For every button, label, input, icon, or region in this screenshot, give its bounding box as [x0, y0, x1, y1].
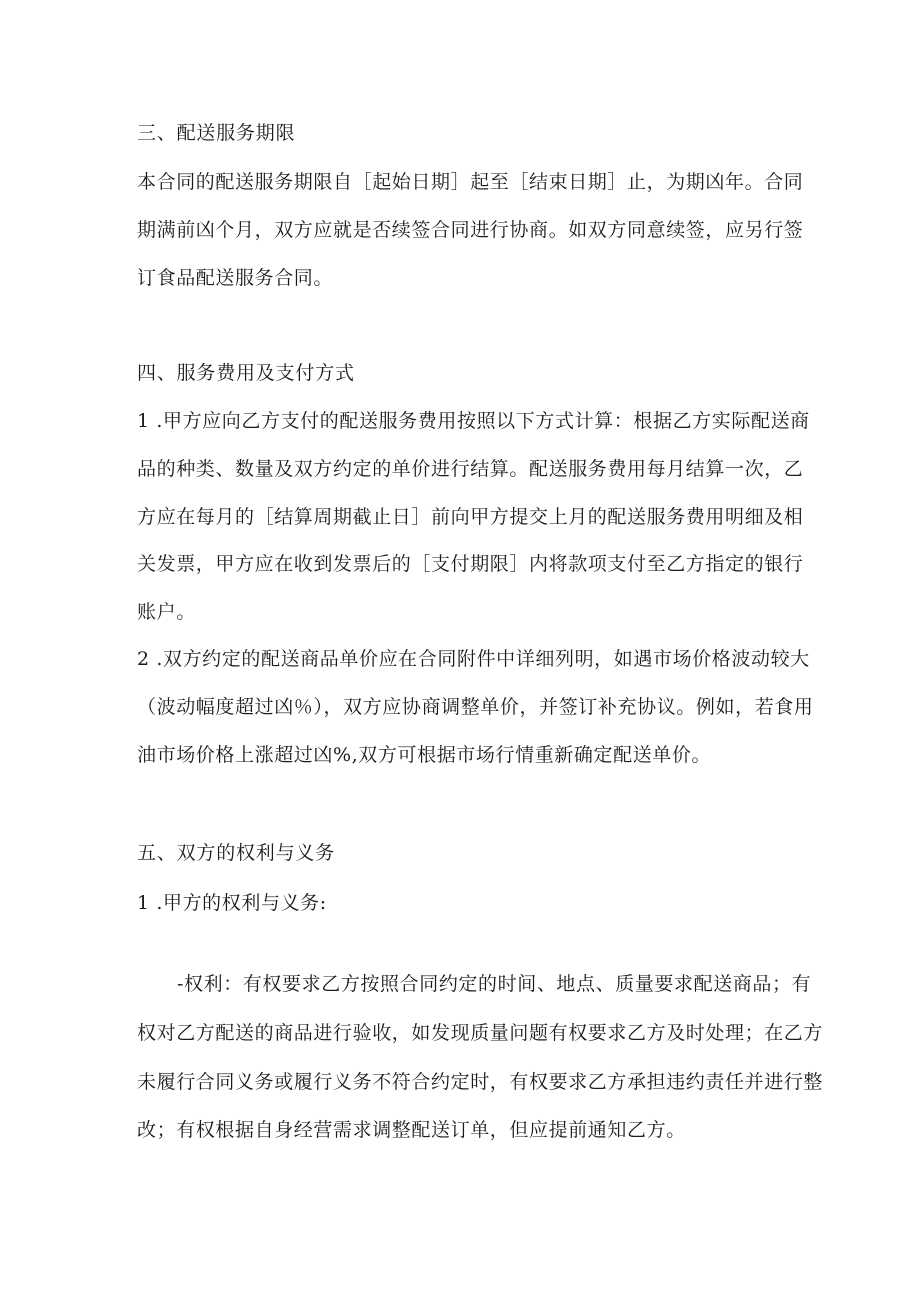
paragraph-line: （波动幅度超过凶％），双方应协商调整单价，并签订补充协议。例如，若食用 [137, 696, 814, 718]
paragraph-line: 油市场价格上涨超过凶%,双方可根据市场行情重新确定配送单价。 [137, 744, 712, 766]
paragraph-line: 品的种类、数量及双方约定的单价进行结算。配送服务费用每月结算一次，乙 [137, 458, 804, 480]
paragraph-line: 1 .甲方应向乙方支付的配送服务费用按照以下方式计算：根据乙方实际配送商 [137, 410, 810, 432]
paragraph-line: 本合同的配送服务期限自［起始日期］起至［结束日期］止，为期凶年。合同 [137, 171, 804, 193]
paragraph-line: 订食品配送服务合同。 [137, 267, 334, 289]
paragraph-line: 2 .双方约定的配送商品单价应在合同附件中详细列明，如遇市场价格波动较大 [137, 648, 810, 670]
paragraph-line: 账户。 [137, 601, 196, 623]
paragraph-line: 未履行合同义务或履行义务不符合约定时，有权要求乙方承担违约责任并进行整 [137, 1071, 824, 1093]
paragraph-line: 1 .甲方的权利与义务: [137, 892, 327, 914]
section-heading-5: 五、双方的权利与义务 [137, 842, 336, 864]
section-heading-3: 三、配送服务期限 [137, 122, 296, 144]
paragraph-line: 方应在每月的［结算周期截止日］前向甲方提交上月的配送服务费用明细及相 [137, 506, 804, 528]
paragraph-line: 权对乙方配送的商品进行验收，如发现质量问题有权要求乙方及时处理；在乙方 [137, 1022, 824, 1044]
paragraph-line: 关发票，甲方应在收到发票后的［支付期限］内将款项支付至乙方指定的银行 [137, 553, 804, 575]
paragraph-line: -权利：有权要求乙方按照合同约定的时间、地点、质量要求配送商品；有 [177, 973, 812, 995]
paragraph-line: 期满前凶个月，双方应就是否续签合同进行协商。如双方同意续签，应另行签 [137, 219, 804, 241]
paragraph-line: 改；有权根据自身经营需求调整配送订单，但应提前通知乙方。 [137, 1119, 686, 1141]
section-heading-4: 四、服务费用及支付方式 [137, 362, 355, 384]
